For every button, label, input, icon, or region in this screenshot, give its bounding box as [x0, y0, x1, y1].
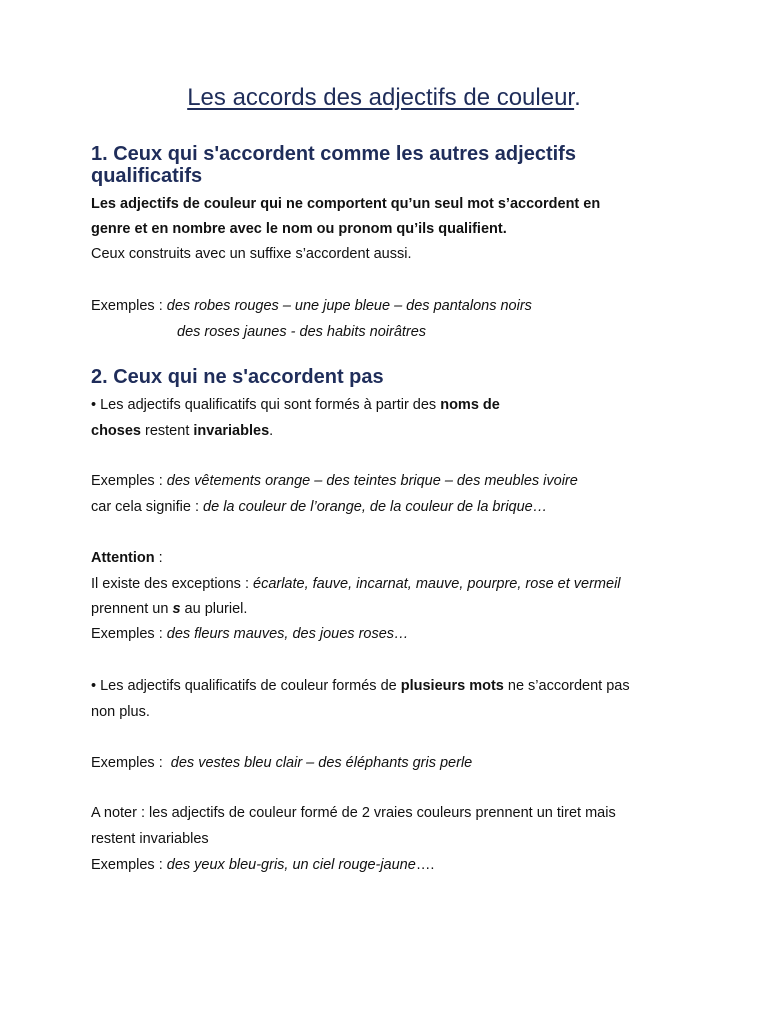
section1-suffix-note: Ceux construits avec un suffixe s’accordent aussi. [91, 246, 412, 262]
para2-text-b: ne s’accordent pas [503, 678, 630, 694]
para1-bold-b: choses [91, 423, 141, 439]
section2-para2-line2: non plus. [91, 704, 150, 720]
para1-period: . [269, 423, 274, 439]
examples-label: Exemples : [91, 298, 167, 314]
examples-label: Exemples : [91, 626, 167, 642]
page-title [0, 84, 768, 112]
examples-label: Exemples : [91, 473, 167, 489]
section2-meaning-line [91, 497, 728, 517]
para2-bold: plusieurs mots [400, 678, 504, 694]
section2-examples2 [91, 624, 728, 644]
section1-examples-line2: des roses jaunes - des habits noirâtres [177, 324, 427, 340]
title-text: Les accords des adjectifs de couleur [187, 84, 575, 111]
exceptions-label: Il existe des exceptions : [91, 576, 253, 592]
para2-text-a: • Les adjectifs qualificatifs de couleur formés de [91, 678, 401, 694]
section2-para1-line2 [91, 421, 728, 441]
plural-s: s [172, 601, 181, 617]
attention-line [91, 548, 728, 568]
plural-line [91, 599, 728, 619]
examples-text: des vêtements orange – des teintes brique – des meubles ivoire [166, 473, 578, 489]
section2-heading: 2. Ceux qui ne s'accordent pas [91, 366, 384, 388]
para1-bold-a: noms de [440, 397, 500, 413]
para1-bold-c: invariables [193, 423, 270, 439]
examples-text: des robes rouges – une jupe bleue – des pantalons noirs [166, 298, 532, 314]
exceptions-list: écarlate, fauve, incarnat, mauve, pourpre, rose et vermeil [253, 576, 621, 592]
note-line1: A noter : les adjectifs de couleur formé de 2 vraies couleurs prennent un tiret mais [91, 805, 616, 821]
examples-label: Exemples : [91, 857, 167, 873]
examples-text: des yeux bleu-gris, un ciel rouge-jaune [166, 857, 416, 873]
examples-label: Exemples : [91, 755, 171, 771]
plural-text-a: prennent un [91, 601, 173, 617]
exceptions-line [91, 574, 728, 594]
examples-text: des vestes bleu clair – des éléphants gris perle [170, 755, 473, 771]
plural-text-b: au pluriel. [180, 601, 248, 617]
meaning-text: de la couleur de l’orange, de la couleur de la brique… [203, 499, 548, 515]
section1-heading [91, 143, 708, 187]
section2-examples1 [91, 471, 728, 491]
title-period: . [574, 84, 581, 111]
note-line2: restent invariables [91, 831, 209, 847]
meaning-label: car cela signifie : [91, 499, 204, 515]
examples-ellipsis: …. [415, 857, 435, 873]
section1-rule-line2: genre et en nombre avec le nom ou pronom qu’ils qualifient. [91, 221, 507, 237]
section1-examples-line1 [91, 296, 728, 316]
section2-para2-line1 [91, 676, 728, 696]
para1-text-b: restent [140, 423, 194, 439]
examples-text: des fleurs mauves, des joues roses… [166, 626, 409, 642]
para1-text-a: • Les adjectifs qualificatifs qui sont formés à partir des [91, 397, 441, 413]
attention-colon: : [154, 550, 163, 566]
section1-rule-line1: Les adjectifs de couleur qui ne comportent qu’un seul mot s’accordent en [91, 196, 601, 212]
attention-label: Attention [91, 550, 155, 566]
section1-heading-line1: 1. Ceux qui s'accordent comme les autres adjectifs [91, 143, 576, 165]
section2-para1-line1 [91, 395, 728, 415]
section2-examples3 [91, 753, 728, 773]
section1-heading-line2: qualificatifs [91, 165, 203, 187]
section2-examples4 [91, 855, 728, 875]
